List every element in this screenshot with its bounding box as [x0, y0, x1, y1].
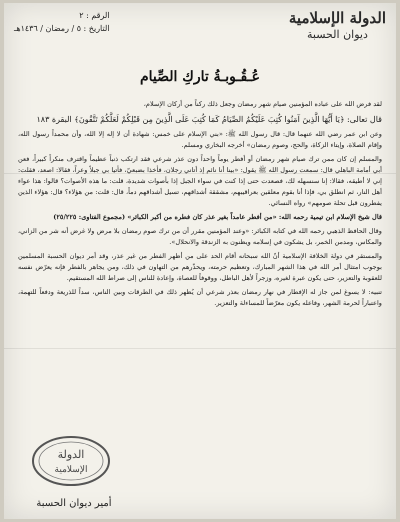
document-date: التاريخ : ٥ / رمضان / ١٤٣٦هـ	[14, 24, 110, 33]
document-number: الرقم : ٢	[79, 11, 110, 20]
stamp-text-2: الإسلامية	[54, 465, 88, 475]
document-footer	[14, 431, 134, 511]
document-meta	[14, 9, 110, 35]
document-header	[10, 7, 390, 59]
official-stamp-icon	[26, 431, 116, 491]
paragraph-intro: لقد فرض الله على عباده المؤمنين صيام شهر رمضان وجعل ذلك ركناً من أركان الإسلام،	[143, 100, 382, 108]
paragraph-hadith-2: والمسلم إن كان ممن ترك صيام شهر رمضان أو أفطر يوماً واحداً دون عذر شرعي فقد ارتكب ذنباً عظيماً واقترف منكراً كبيراً، فعن أبي أمامة الباهلي قال: سمعت رسول الله ﷺ يقول: «بينا أنا نائم إذ أتاني رجلان، فأخذا بضبعيّ، فأتيا بي جبلاً وعراً، فقالا: اصعد، فقلت: إني لا أطيقه، فقالا: إنا سنسهله لك، فصعدت حتى إذا كنت في سواء الجبل إذا بأصوات شديدة، قلت: ما هذه الأصوات؟ قالوا: هذا عواء أهل النار، ثم انطلق بي، فإذا أنا بقوم معلقين بعراقيبهم، مشققة أشداقهم، تسيل أشداقهم دماً، قال: قلت: من هؤلاء؟ قال: هؤلاء الذين يفطرون قبل تحلة صومهم» رواه النسائي.	[18, 155, 382, 207]
paragraph-ibn-taymiyyah: قال شيخ الإسلام ابن تيمية رحمه الله: «من أفطر عامداً بغير عذر كان فطره من أكبر الكبائر» (مجموع الفتاوى: ٢٥/٢٢٥)	[53, 213, 382, 221]
organization-logo	[289, 9, 386, 41]
paragraph-hadith-1: وعن ابن عمر رضي الله عنهما قال: قال رسول الله ﷺ: «بني الإسلام على خمس: شهادة أن لا إله إلا الله، وأن محمداً رسول الله، وإقام الصلاة، وإيتاء الزكاة، والحج، وصوم رمضان» أخرجه البخاري ومسلم.	[18, 130, 382, 149]
logo-line-1: الدولة الإسلامية	[288, 9, 386, 27]
paragraph-ruling: والمستقر في دولة الخلافة الإسلامية أنّ الله سبحانه أقام الحد على من أظهر الفطر من غير عذر، وقد أمر ديوان الحسبة المسلمين بوجوب امتثال أمر الله في هذا الشهر المبارك، وتعظيم حرمته، ويحذّرهم من التهاون في ذلك، ومن يجاهر بالفطر فإنه يعرّض نفسه للعقوبة والتعزير، حتى يكون عبرة لغيره، وزجراً لأهل الباطل، ووقوفاً للعصاة، وإعادة للناس إلى صراط الله المستقيم.	[18, 252, 382, 282]
paragraph-notice: تنبيه: لا يسوغ لمن جاز له الإفطار في نهار رمضان بعذر شرعي أن يُظهر ذلك في الطرقات وبين الناس، سداً للذريعة ودفعاً للتهمة، واعتباراً لحرمة الشهر، وفاعله يكون معرّضاً للمساءلة والتعزير.	[18, 288, 382, 307]
document-title: عُـقُـوبـةُ تاركِ الصِّيام	[139, 69, 261, 85]
paragraph-quran-verse: قال تعالى: ﴿يَا أَيُّهَا الَّذِينَ آمَنُوا كُتِبَ عَلَيْكُمُ الصِّيَامُ كَمَا كُتِبَ عَلَى الَّذِينَ مِن قَبْلِكُمْ لَعَلَّكُمْ تَتَّقُونَ﴾ البقرة ١٨٣	[36, 115, 382, 124]
document-body	[18, 99, 382, 312]
paragraph-dhahabi: وقال الحافظ الذهبي رحمه الله في كتابه الكبائر: «وعند المؤمنين مقرر أن من ترك صوم رمضان بلا مرض ولا غرض أنه شر من الزاني، والمكاس، ومدمن الخمر، بل يشكون في إسلامه ويظنون به الزندقة والانحلال».	[18, 227, 382, 246]
logo-line-2: ديوان الحسبة	[307, 28, 368, 41]
document-sheet	[4, 3, 396, 519]
signature-line: أمير ديوان الحسبة	[36, 498, 112, 509]
paper-fold-line	[4, 348, 396, 349]
stamp-text-1: الدولة	[57, 448, 85, 461]
